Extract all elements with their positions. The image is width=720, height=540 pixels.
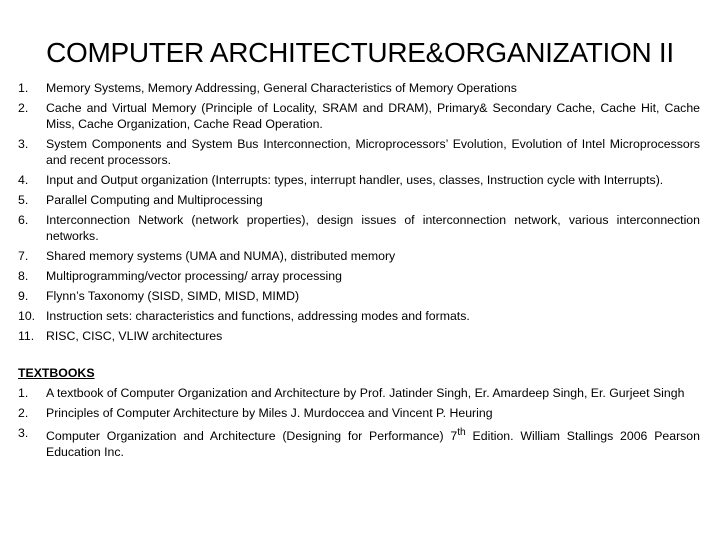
list-item xyxy=(18,100,700,132)
list-text: Flynn’s Taxonomy (SISD, SIMD, MISD, MIMD) xyxy=(46,289,300,303)
list-item xyxy=(18,248,700,264)
list-number: 6. xyxy=(18,213,29,227)
list-number: 2. xyxy=(18,101,29,115)
textbook-text-part: Edition. William Stallings 2006 Pearson Education Inc. xyxy=(46,429,700,460)
list-number: 10. xyxy=(18,309,36,323)
list-text: Memory Systems, Memory Addressing, General Characteristics of Memory Operations xyxy=(46,81,517,95)
list-text: Parallel Computing and Multiprocessing xyxy=(46,193,263,207)
list-text: Multiprogramming/vector processing/ array processing xyxy=(46,269,342,283)
list-number: 5. xyxy=(18,193,29,207)
slide-content xyxy=(18,80,700,464)
list-item xyxy=(18,288,700,304)
textbook-text-part: Computer Organization and Architecture (Designing for Performance) 7 xyxy=(46,429,458,444)
list-number: 3. xyxy=(18,426,29,440)
list-text xyxy=(46,425,700,460)
list-number: 1. xyxy=(18,386,29,400)
list-text: Instruction sets: characteristics and functions, addressing modes and formats. xyxy=(46,309,470,323)
list-number: 2. xyxy=(18,406,29,420)
topics-list xyxy=(18,80,700,344)
list-text: Input and Output organization (Interrupts: types, interrupt handler, uses, classes, Instruction cycle with Interrupts). xyxy=(46,173,664,187)
list-item xyxy=(18,136,700,168)
list-item xyxy=(18,80,700,96)
list-item xyxy=(18,405,700,421)
list-item xyxy=(18,328,700,344)
list-item xyxy=(18,308,700,324)
list-text: Cache and Virtual Memory (Principle of Locality, SRAM and DRAM), Primary& Secondary Cache, Cache Hit, Cache Miss, Cache Organization, Cache Read Operation. xyxy=(46,101,700,131)
list-item xyxy=(18,268,700,284)
list-item xyxy=(18,425,700,460)
slide-title: COMPUTER ARCHITECTURE&ORGANIZATION II xyxy=(46,37,674,68)
list-text: Shared memory systems (UMA and NUMA), distributed memory xyxy=(46,249,396,263)
list-text: Principles of Computer Architecture by Miles J. Murdoccea and Vincent P. Heuring xyxy=(46,406,493,420)
list-number: 4. xyxy=(18,173,29,187)
list-number: 9. xyxy=(18,289,29,303)
list-text: Interconnection Network (network properties), design issues of interconnection network, various interconnection networks. xyxy=(46,213,700,243)
list-text: System Components and System Bus Interconnection, Microprocessors’ Evolution, Evolution of Intel Microprocessors and recent processors. xyxy=(46,137,700,167)
list-text: A textbook of Computer Organization and Architecture by Prof. Jatinder Singh, Er. Amardeep Singh, Er. Gurjeet Singh xyxy=(46,386,685,400)
list-number: 7. xyxy=(18,249,29,263)
list-number: 8. xyxy=(18,269,29,283)
superscript: th xyxy=(457,427,466,438)
list-text: RISC, CISC, VLIW architectures xyxy=(46,329,223,343)
list-item xyxy=(18,385,700,401)
list-number: 11. xyxy=(18,329,35,343)
textbooks-heading: TEXTBOOKS xyxy=(18,366,95,380)
list-number: 1. xyxy=(18,81,29,95)
list-item xyxy=(18,172,700,188)
section-spacer xyxy=(18,348,700,365)
textbooks-list xyxy=(18,385,700,460)
list-number: 3. xyxy=(18,137,29,151)
list-item xyxy=(18,192,700,208)
list-item xyxy=(18,212,700,244)
